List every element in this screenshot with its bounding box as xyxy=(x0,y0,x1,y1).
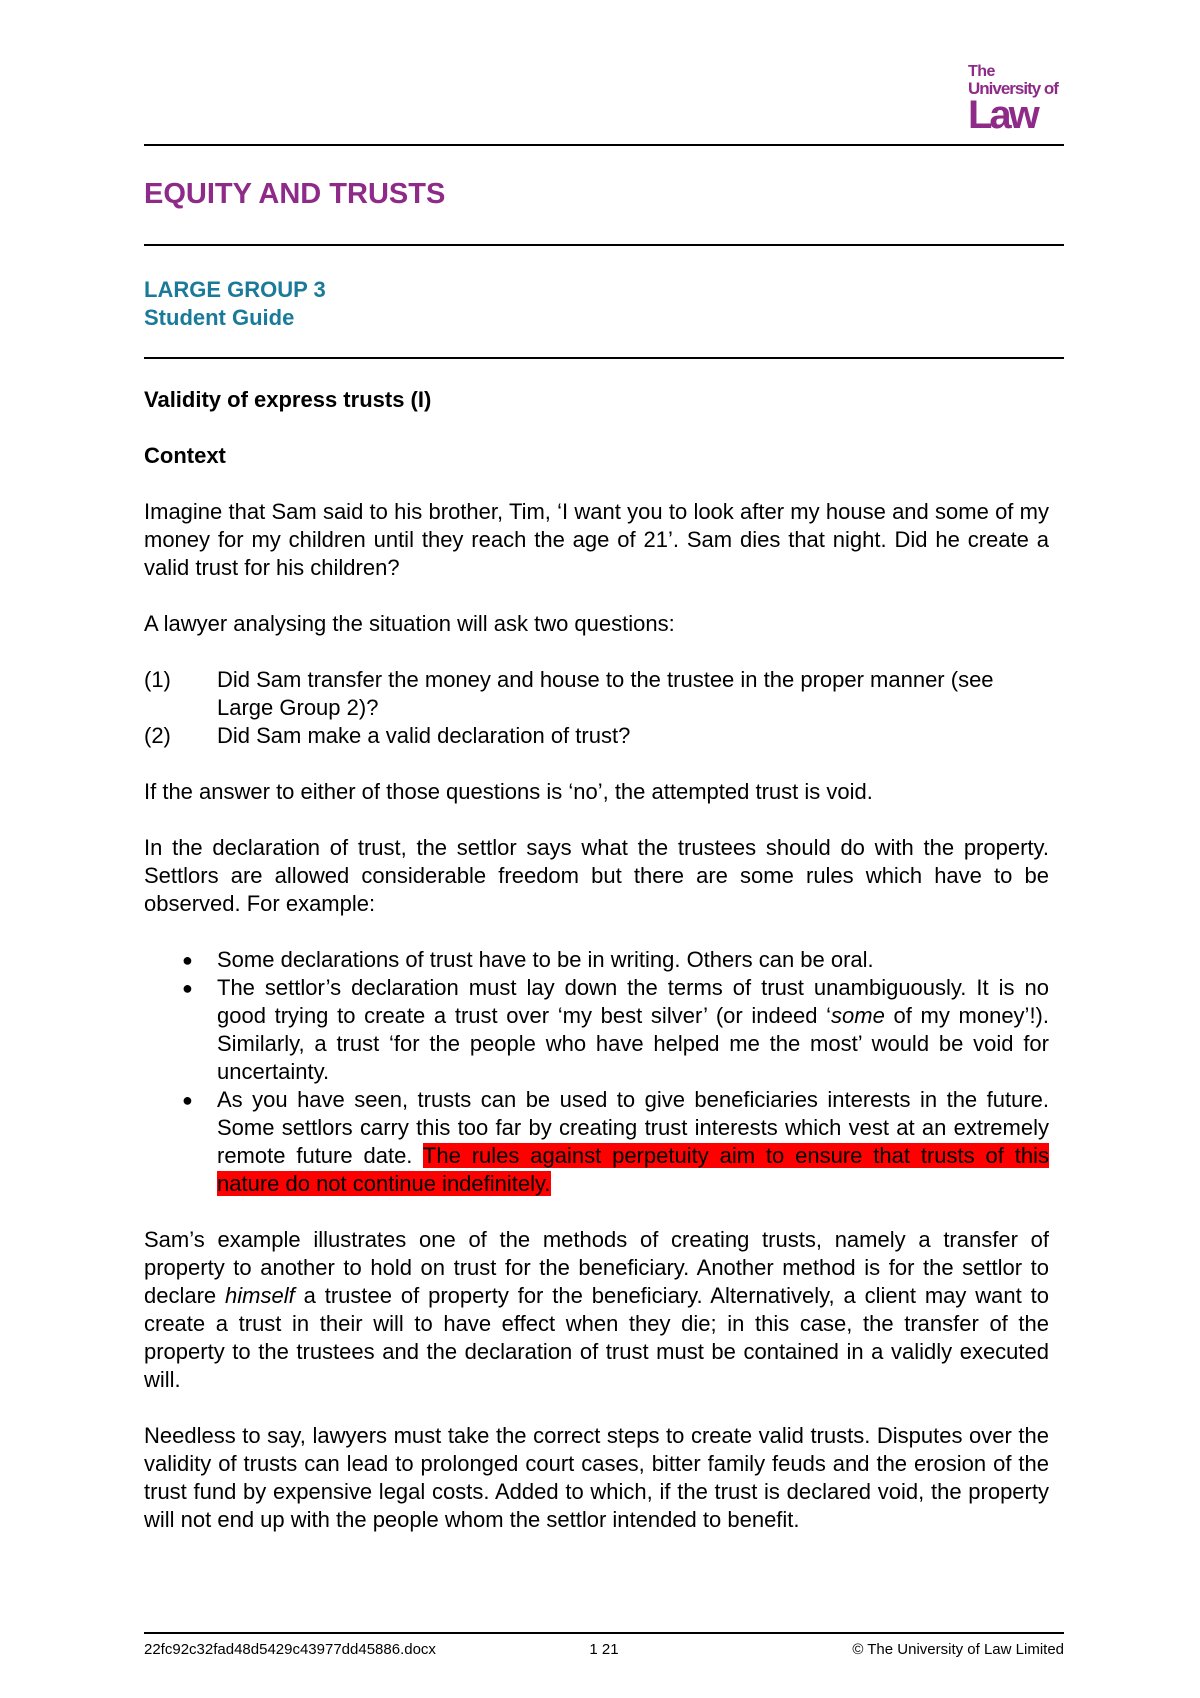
list-item xyxy=(144,1086,1049,1198)
page-footer xyxy=(144,1641,1064,1658)
document-body xyxy=(144,386,1049,1562)
context-heading: Context xyxy=(144,443,226,468)
text-run: The settlor’s declaration must lay down the terms of trust unambiguously. It is no good trying to create a trust over ‘my best silver’ (or indeed ‘ xyxy=(217,975,1049,1028)
paragraph-declaration: In the declaration of trust, the settlor says what the trustees should do with the property. Settlors are allowed considerable freedom but there are some rules which have to be observed. For example: xyxy=(144,835,1049,916)
document-title: EQUITY AND TRUSTS xyxy=(144,178,446,210)
paragraph-questions-lead: A lawyer analysing the situation will ask two questions: xyxy=(144,611,675,636)
bullet-icon: ● xyxy=(182,1090,193,1110)
emphasis-text: himself xyxy=(225,1283,295,1308)
list-item xyxy=(144,722,1049,750)
paragraph-intro: Imagine that Sam said to his brother, Tim, ‘I want you to look after my house and some of my money for my children until they reach the age of 21’. Sam dies that night. Did he create a valid trust for his children? xyxy=(144,499,1049,580)
paragraph-methods xyxy=(144,1226,1049,1394)
section-heading: Validity of express trusts (I) xyxy=(144,387,432,412)
university-logo xyxy=(968,64,1066,135)
subheader-group: LARGE GROUP 3 xyxy=(144,277,326,302)
footer-rule xyxy=(144,1632,1064,1634)
text-run: of my money’!). Similarly, a trust ‘for the people who have helped me the most’ would be void for uncertainty. xyxy=(217,1003,1050,1084)
list-item-number: (1) xyxy=(144,667,171,692)
list-item-text: Did Sam transfer the money and house to the trustee in the proper manner (see Large Group 2)? xyxy=(217,667,994,720)
list-item xyxy=(144,666,1049,722)
footer-page-number: 1 21 xyxy=(589,1641,619,1658)
footer-filename: 22fc92c32fad48d5429c43977dd45886.docx xyxy=(144,1641,436,1658)
bullet-icon: ● xyxy=(182,950,193,970)
list-item-text: Some declarations of trust have to be in writing. Others can be oral. xyxy=(217,947,874,972)
subheader-guide: Student Guide xyxy=(144,305,295,330)
subheader xyxy=(144,276,326,332)
emphasis-text: some xyxy=(831,1003,885,1028)
text-run: As you have seen, trusts can be used to give beneficiaries interests in the future. Some settlors carry this too far by creating trust interests which vest at an extremely remote future date. xyxy=(217,1087,1049,1168)
logo-line-university: University of xyxy=(968,79,1058,98)
logo-line-law: Law xyxy=(968,93,1037,137)
list-item-text: Did Sam make a valid declaration of trust? xyxy=(217,723,631,748)
list-item xyxy=(144,946,1049,974)
paragraph-disputes: Needless to say, lawyers must take the correct steps to create valid trusts. Disputes over the validity of trusts can lead to prolonged court cases, bitter family feuds and the erosion of the trust fund by expensive legal costs. Added to which, if the trust is declared void, the property will not end up with the people whom the settlor intended to benefit. xyxy=(144,1423,1049,1532)
list-item-text xyxy=(217,1086,1049,1198)
header-rule-bottom xyxy=(144,357,1064,359)
highlighted-text: The rules against perpetuity aim to ensure that trusts of this nature do not continue indefinitely. xyxy=(217,1143,1049,1196)
text-run: Sam’s example illustrates one of the methods of creating trusts, namely a transfer of property to another to hold on trust for the beneficiary. Another method is for the settlor to declare xyxy=(144,1227,1049,1308)
paragraph-void: If the answer to either of those questions is ‘no’, the attempted trust is void. xyxy=(144,779,873,804)
text-run: a trustee of property for the beneficiary. Alternatively, a client may want to create a trust in their will to have effect when they die; in this case, the transfer of the property to the trustees and the declaration of trust must be contained in a validly executed will. xyxy=(144,1283,1049,1392)
bullet-icon: ● xyxy=(182,978,193,998)
list-item-number: (2) xyxy=(144,723,171,748)
rules-list xyxy=(144,946,1049,1198)
header-rule-top xyxy=(144,144,1064,146)
list-item-text xyxy=(217,974,1049,1086)
header-rule-middle xyxy=(144,244,1064,246)
footer-copyright: © The University of Law Limited xyxy=(852,1641,1065,1658)
logo-line-the: The xyxy=(968,63,995,80)
questions-list xyxy=(144,666,1049,750)
list-item xyxy=(144,974,1049,1086)
